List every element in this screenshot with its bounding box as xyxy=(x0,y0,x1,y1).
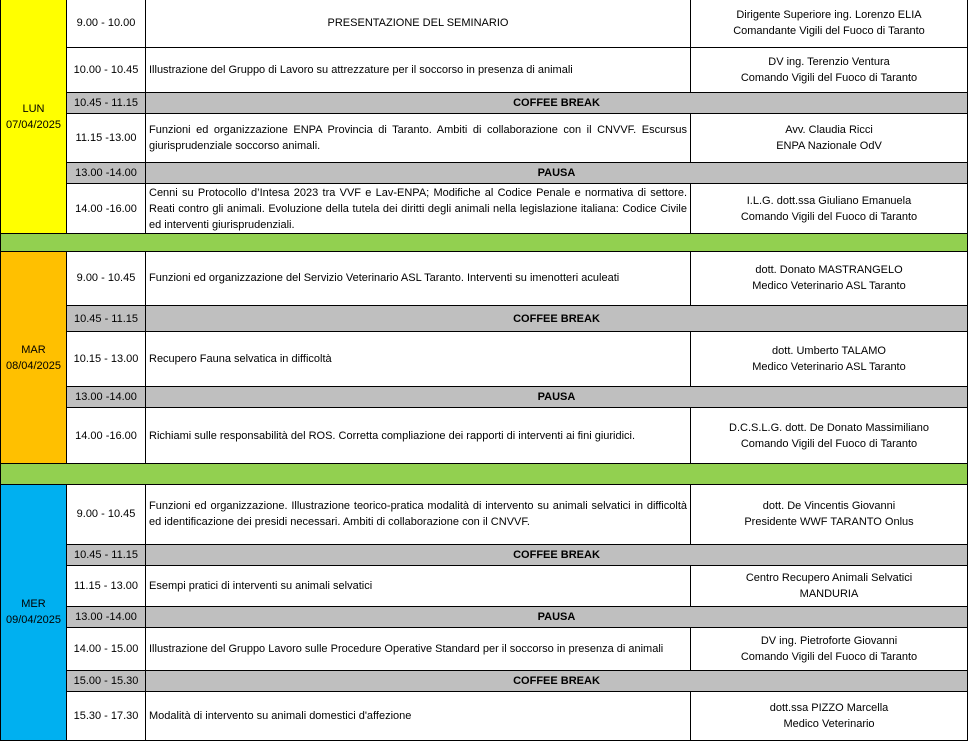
lunch-break-label: PAUSA xyxy=(145,162,968,184)
time-cell: 10.00 - 10.45 xyxy=(66,47,146,93)
session-description xyxy=(145,627,691,671)
session-text: Modalità di intervento su animali domestici d'affezione xyxy=(149,710,412,722)
speaker-affiliation: Comando Vigili del Fuoco di Taranto xyxy=(740,72,918,84)
time-cell: 15.30 - 17.30 xyxy=(66,691,146,741)
time-cell: 13.00 -14.00 xyxy=(66,606,146,628)
session-text: Esempi pratici di interventi su animali selvatici xyxy=(149,580,373,592)
speaker-affiliation: ENPA Nazionale OdV xyxy=(776,140,882,152)
time-cell: 13.00 -14.00 xyxy=(66,386,146,408)
session-description xyxy=(145,331,691,387)
coffee-break-label: COFFEE BREAK xyxy=(145,544,968,566)
day-name: MER xyxy=(21,598,46,610)
time-cell: 11.15 -13.00 xyxy=(66,113,146,163)
time-cell: 13.00 -14.00 xyxy=(66,162,146,184)
speaker-name: Avv. Claudia Ricci xyxy=(785,124,873,136)
coffee-break-label: COFFEE BREAK xyxy=(145,670,968,692)
time-cell: 10.45 - 11.15 xyxy=(66,305,146,332)
speaker-affiliation: MANDURIA xyxy=(799,588,859,600)
day-date: 07/04/2025 xyxy=(5,118,62,131)
session-description xyxy=(145,407,691,465)
speaker-cell xyxy=(690,483,968,545)
session-description xyxy=(145,691,691,741)
speaker-cell xyxy=(690,627,968,671)
speaker-affiliation: Medico Veterinario ASL Taranto xyxy=(752,361,906,373)
speaker-affiliation: Medico Veterinario xyxy=(783,718,875,730)
time-cell: 10.45 - 11.15 xyxy=(66,92,146,114)
session-description xyxy=(145,483,691,545)
speaker-cell xyxy=(690,691,968,741)
lunch-break-label: PAUSA xyxy=(145,606,968,628)
speaker-name: D.C.S.L.G. dott. De Donato Massimiliano xyxy=(729,422,929,434)
session-description xyxy=(145,250,691,306)
time-cell: 9.00 - 10.45 xyxy=(66,250,146,306)
speaker-cell xyxy=(690,47,968,93)
session-text: Funzioni ed organizzazione. Illustrazione teorico-pratica modalità di intervento su animali selvatici in difficoltà ed identificazione dei presidi necessari. Ambiti di collaborazione con il CNVVF. xyxy=(149,500,687,528)
day-date: 09/04/2025 xyxy=(5,614,62,626)
time-cell: 9.00 - 10.00 xyxy=(66,0,146,48)
speaker-cell xyxy=(690,113,968,163)
day-cell-mer xyxy=(0,483,67,741)
speaker-name: dott.ssa PIZZO Marcella xyxy=(769,702,889,714)
day-cell-mar xyxy=(0,250,67,465)
speaker-cell xyxy=(690,250,968,306)
session-description xyxy=(145,183,691,235)
lunch-break-label: PAUSA xyxy=(145,386,968,408)
coffee-break-label: COFFEE BREAK xyxy=(145,92,968,114)
speaker-cell xyxy=(690,565,968,607)
speaker-affiliation: Comando Vigili del Fuoco di Taranto xyxy=(740,651,918,663)
speaker-name: Dirigente Superiore ing. Lorenzo ELIA xyxy=(736,9,922,21)
speaker-name: dott. Umberto TALAMO xyxy=(772,345,886,357)
time-cell: 11.15 - 13.00 xyxy=(66,565,146,607)
speaker-name: Centro Recupero Animali Selvatici xyxy=(745,572,913,584)
speaker-affiliation: Comando Vigili del Fuoco di Taranto xyxy=(740,438,918,450)
speaker-affiliation: Medico Veterinario ASL Taranto xyxy=(752,280,906,292)
session-text: Richiami sulle responsabilità del ROS. Corretta compliazione dei rapporti di interventi ai fini giuridici. xyxy=(149,430,636,442)
session-description xyxy=(145,113,691,163)
speaker-affiliation: Comando Vigili del Fuoco di Taranto xyxy=(740,211,918,223)
day-name: MAR xyxy=(21,343,46,356)
session-text: PRESENTAZIONE DEL SEMINARIO xyxy=(327,17,509,29)
session-text: Funzioni ed organizzazione del Servizio Veterinario ASL Taranto. Interventi su imenotteri aculeati xyxy=(149,272,620,284)
speaker-name: dott. Donato MASTRANGELO xyxy=(755,264,903,276)
day-cell-lun xyxy=(0,0,67,235)
time-cell: 15.00 - 15.30 xyxy=(66,670,146,692)
speaker-name: DV ing. Pietroforte Giovanni xyxy=(760,635,898,647)
speaker-cell xyxy=(690,407,968,465)
speaker-cell xyxy=(690,183,968,235)
session-text: Illustrazione del Gruppo di Lavoro su attrezzature per il soccorso in presenza di animali xyxy=(149,64,573,76)
day-separator-bar xyxy=(0,233,968,252)
session-text: Cenni su Protocollo d’Intesa 2023 tra VVF e Lav-ENPA; Modifiche al Codice Penale e normativa di settore. Reati contro gli animali. Evoluzione della tutela dei diritti degli animali nella legislazione italiana: Codice Civile ed interventi giurisprudenziali. xyxy=(149,187,687,231)
session-description xyxy=(145,565,691,607)
time-cell: 9.00 - 10.45 xyxy=(66,483,146,545)
time-cell: 10.45 - 11.15 xyxy=(66,544,146,566)
speaker-affiliation: Presidente WWF TARANTO Onlus xyxy=(744,516,914,528)
speaker-cell xyxy=(690,0,968,48)
time-cell: 10.15 - 13.00 xyxy=(66,331,146,387)
speaker-affiliation: Comandante Vigili del Fuoco di Taranto xyxy=(733,25,925,37)
session-description xyxy=(145,47,691,93)
speaker-name: I.L.G. dott.ssa Giuliano Emanuela xyxy=(746,195,912,207)
speaker-name: DV ing. Terenzio Ventura xyxy=(768,56,890,68)
speaker-cell xyxy=(690,331,968,387)
time-cell: 14.00 -16.00 xyxy=(66,183,146,235)
session-text: Funzioni ed organizzazione ENPA Provincia di Taranto. Ambiti di collaborazione con il CNVVF. Escursus giurisprudenziale soccorso animali. xyxy=(149,124,687,152)
day-name: LUN xyxy=(22,102,45,115)
session-text: Illustrazione del Gruppo Lavoro sulle Procedure Operative Standard per il soccorso in presenza di animali xyxy=(149,643,664,655)
time-cell: 14.00 - 15.00 xyxy=(66,627,146,671)
session-text: Recupero Fauna selvatica in difficoltà xyxy=(149,353,332,365)
speaker-name: dott. De Vincentis Giovanni xyxy=(762,500,896,512)
time-cell: 14.00 -16.00 xyxy=(66,407,146,465)
day-date: 08/04/2025 xyxy=(5,359,62,372)
session-description xyxy=(145,0,691,48)
day-separator-bar xyxy=(0,463,968,485)
coffee-break-label: COFFEE BREAK xyxy=(145,305,968,332)
